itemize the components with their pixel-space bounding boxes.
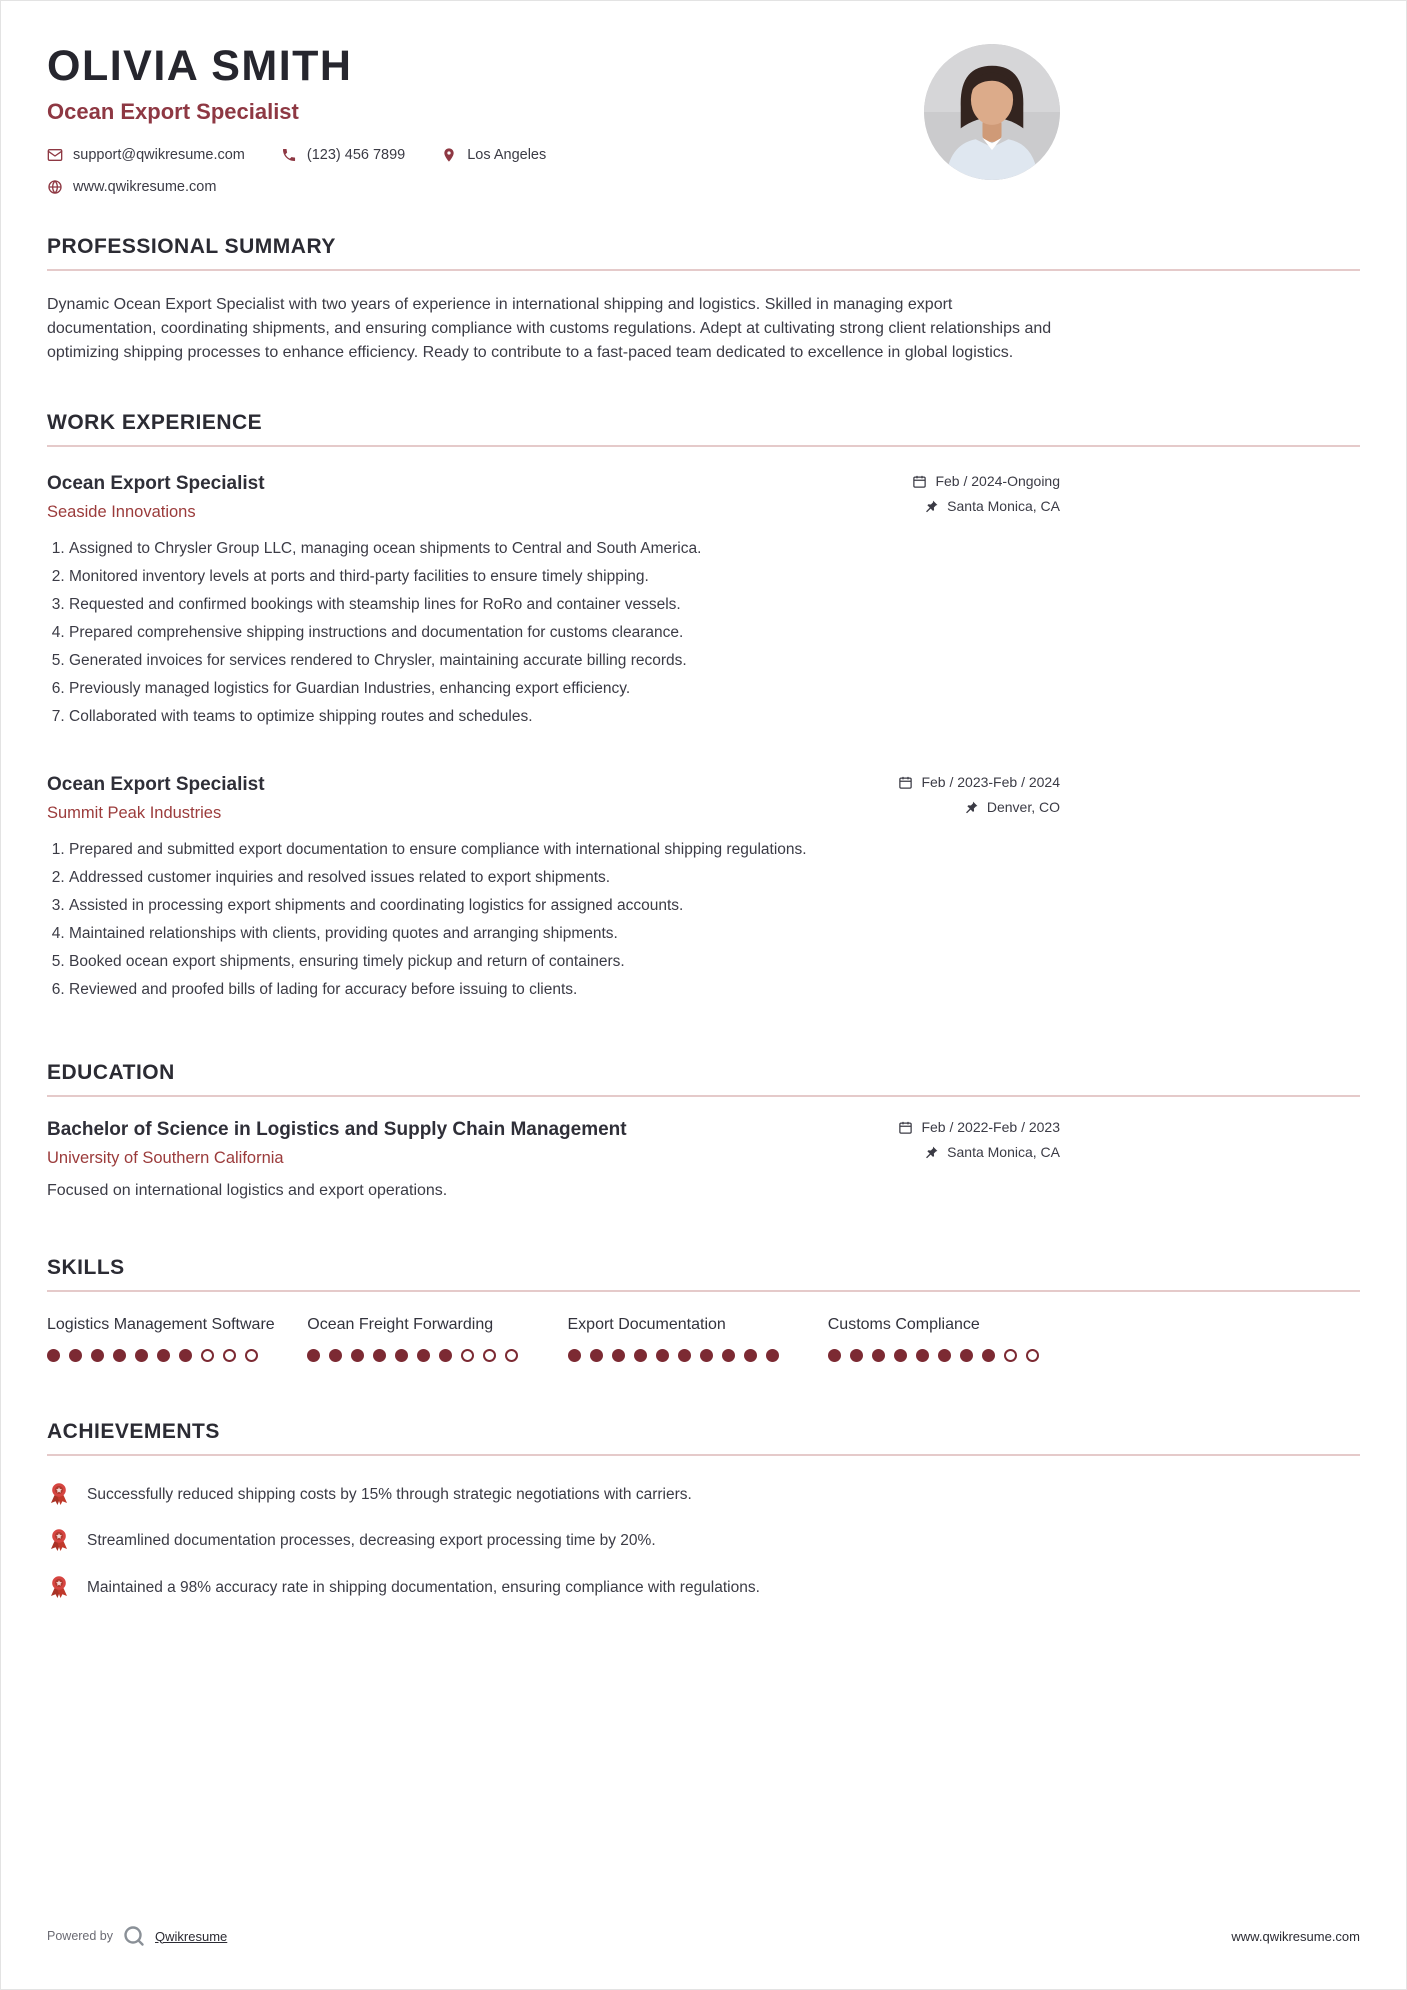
- skill-dot: [483, 1349, 496, 1362]
- contact-website-text: www.qwikresume.com: [73, 179, 217, 195]
- skill-dot: [634, 1349, 647, 1362]
- resume-header: [47, 42, 1360, 195]
- qwikresume-link[interactable]: Qwikresume: [155, 1928, 228, 1944]
- skill-dot: [766, 1349, 779, 1362]
- skill-dot: [245, 1349, 258, 1362]
- skill-dot: [179, 1349, 192, 1362]
- calendar-icon: [898, 1120, 913, 1135]
- skill-item: [568, 1314, 800, 1362]
- skill-item: [828, 1314, 1060, 1362]
- skill-name: Logistics Management Software: [47, 1316, 275, 1333]
- contact-email: [47, 147, 245, 163]
- experience-bullet: 4. Maintained relationships with clients, providing quotes and arranging shipments.: [69, 923, 1060, 945]
- job-bullet-list: [47, 839, 1060, 1001]
- skill-dot: [329, 1349, 342, 1362]
- skill-name: Ocean Freight Forwarding: [307, 1316, 494, 1333]
- job-dates: [912, 473, 1060, 489]
- skill-dot: [568, 1349, 581, 1362]
- skill-dot: [223, 1349, 236, 1362]
- skill-dot: [850, 1349, 863, 1362]
- experience-bullet: 2. Addressed customer inquiries and resolved issues related to export shipments.: [69, 867, 1060, 889]
- section-education: [47, 1061, 1360, 1200]
- skill-rating: [47, 1349, 279, 1362]
- section-work-experience: [47, 411, 1360, 1001]
- globe-icon: [47, 179, 63, 195]
- envelope-icon: [47, 147, 63, 163]
- skill-dot: [828, 1349, 841, 1362]
- achievement-item: [47, 1528, 1060, 1552]
- education-note: Focused on international logistics and export operations.: [47, 1182, 448, 1199]
- experience-bullet: 3. Assisted in processing export shipments and coordinating logistics for assigned accounts.: [69, 895, 1060, 917]
- skill-dot: [201, 1349, 214, 1362]
- candidate-name: OLIVIA SMITH: [47, 42, 353, 90]
- skill-dot: [916, 1349, 929, 1362]
- skill-dot: [439, 1349, 452, 1362]
- skills-heading: SKILLS: [47, 1256, 1360, 1292]
- job-company: Seaside Innovations: [47, 503, 196, 521]
- skill-dot: [700, 1349, 713, 1362]
- contact-location-text: Los Angeles: [467, 147, 547, 163]
- powered-by-label: Powered by: [47, 1929, 114, 1943]
- education-entry: [47, 1119, 1060, 1200]
- push-pin-icon: [964, 800, 979, 815]
- skill-dot: [656, 1349, 669, 1362]
- skill-rating: [828, 1349, 1060, 1362]
- contact-phone-text: (123) 456 7899: [306, 147, 406, 163]
- experience-bullet: 1. Assigned to Chrysler Group LLC, managing ocean shipments to Central and South America.: [69, 538, 1060, 560]
- achievement-text: Streamlined documentation processes, decreasing export processing time by 20%.: [87, 1532, 656, 1550]
- calendar-icon: [912, 474, 927, 489]
- experience-bullet: 1. Prepared and submitted export documentation to ensure compliance with international shipping regulations.: [69, 839, 1060, 861]
- contact-row-2: [47, 179, 1360, 195]
- skill-dot: [1004, 1349, 1017, 1362]
- section-skills: [47, 1256, 1360, 1362]
- push-pin-icon: [924, 1145, 939, 1160]
- job-location: [964, 799, 1060, 815]
- skill-item: [307, 1314, 539, 1362]
- contact-website: [47, 179, 216, 195]
- job-location-text: Denver, CO: [986, 799, 1060, 815]
- summary-heading: PROFESSIONAL SUMMARY: [47, 235, 1360, 271]
- skill-dot: [135, 1349, 148, 1362]
- job-bullet-list: [47, 538, 1060, 728]
- skill-dot: [91, 1349, 104, 1362]
- job-dates-text: Feb / 2024-Ongoing: [935, 473, 1060, 489]
- achievements-heading: ACHIEVEMENTS: [47, 1420, 1360, 1456]
- experience-bullet: 6. Reviewed and proofed bills of lading for accuracy before issuing to clients.: [69, 979, 1060, 1001]
- skill-dot: [590, 1349, 603, 1362]
- experience-entry-1: [47, 473, 1060, 728]
- experience-bullet: 2. Monitored inventory levels at ports and third-party facilities to ensure timely shipping.: [69, 566, 1060, 588]
- skill-dot: [307, 1349, 320, 1362]
- map-pin-icon: [441, 147, 457, 163]
- skill-dot: [157, 1349, 170, 1362]
- experience-bullet: 7. Collaborated with teams to optimize shipping routes and schedules.: [69, 706, 1060, 728]
- skill-dot: [1026, 1349, 1039, 1362]
- skill-name: Export Documentation: [567, 1316, 726, 1333]
- education-heading: EDUCATION: [47, 1061, 1360, 1097]
- job-dates: [898, 774, 1060, 790]
- skill-dot: [47, 1349, 60, 1362]
- skill-dot: [461, 1349, 474, 1362]
- skill-item: [47, 1314, 279, 1362]
- candidate-title: Ocean Export Specialist: [47, 99, 299, 124]
- page-footer: [47, 1924, 1360, 1948]
- profile-photo: [924, 44, 1060, 180]
- skill-dot: [373, 1349, 386, 1362]
- skill-dot: [395, 1349, 408, 1362]
- job-title: Ocean Export Specialist: [47, 473, 265, 494]
- achievement-text: Successfully reduced shipping costs by 15% through strategic negotiations with carriers.: [87, 1485, 692, 1503]
- skill-dot: [69, 1349, 82, 1362]
- achievement-item: [47, 1482, 1060, 1506]
- skill-name: Customs Compliance: [827, 1316, 980, 1333]
- skill-dot: [938, 1349, 951, 1362]
- education-dates-text: Feb / 2022-Feb / 2023: [921, 1119, 1060, 1135]
- contact-email-text: support@qwikresume.com: [73, 147, 245, 163]
- job-location-text: Santa Monica, CA: [947, 498, 1060, 514]
- job-company: Summit Peak Industries: [47, 804, 222, 822]
- skill-dot: [744, 1349, 757, 1362]
- skills-grid: [47, 1314, 1060, 1362]
- job-location: [924, 498, 1060, 514]
- contact-phone: [281, 147, 405, 163]
- skill-dot: [872, 1349, 885, 1362]
- avatar-illustration: [924, 44, 1060, 180]
- contact-location: [441, 147, 546, 163]
- experience-bullet: 5. Booked ocean export shipments, ensuring timely pickup and return of containers.: [69, 951, 1060, 973]
- summary-text: Dynamic Ocean Export Specialist with two years of experience in international shipping and logistics. Skilled in managing export documentation, coordinating shipments, and ensuring compliance with customs regulations. Adept at cultivating strong client relationships and optimizing shipping processes to enhance efficiency. Ready to contribute to a fast-paced team dedicated to excellence in global logistics.: [47, 296, 1052, 361]
- award-ribbon-icon: [47, 1528, 71, 1552]
- achievement-item: [47, 1575, 1060, 1599]
- calendar-icon: [898, 775, 913, 790]
- skill-dot: [894, 1349, 907, 1362]
- section-achievements: [47, 1420, 1360, 1599]
- contact-row-1: [47, 147, 1360, 163]
- education-dates: [898, 1119, 1060, 1135]
- push-pin-icon: [924, 499, 939, 514]
- degree-title: Bachelor of Science in Logistics and Supply Chain Management: [47, 1119, 627, 1140]
- skill-dot: [612, 1349, 625, 1362]
- skill-dot: [113, 1349, 126, 1362]
- experience-bullet: 5. Generated invoices for services rendered to Chrysler, maintaining accurate billing records.: [69, 650, 1060, 672]
- skill-dot: [505, 1349, 518, 1362]
- skill-dot: [982, 1349, 995, 1362]
- skill-dot: [351, 1349, 364, 1362]
- achievement-text: Maintained a 98% accuracy rate in shipping documentation, ensuring compliance with regulations.: [87, 1578, 760, 1596]
- skill-dot: [960, 1349, 973, 1362]
- job-dates-text: Feb / 2023-Feb / 2024: [921, 774, 1060, 790]
- experience-bullet: 3. Requested and confirmed bookings with steamship lines for RoRo and container vessels.: [69, 594, 1060, 616]
- experience-entry-2: [47, 774, 1060, 1001]
- footer-website: www.qwikresume.com: [1231, 1928, 1360, 1944]
- work-experience-heading: WORK EXPERIENCE: [47, 411, 1360, 447]
- skill-dot: [678, 1349, 691, 1362]
- education-location-text: Santa Monica, CA: [947, 1144, 1060, 1160]
- award-ribbon-icon: [47, 1575, 71, 1599]
- skill-dot: [417, 1349, 430, 1362]
- skill-rating: [568, 1349, 800, 1362]
- education-location: [924, 1144, 1060, 1160]
- experience-bullet: 4. Prepared comprehensive shipping instructions and documentation for customs clearance.: [69, 622, 1060, 644]
- skill-dot: [722, 1349, 735, 1362]
- phone-icon: [281, 147, 297, 163]
- skill-rating: [307, 1349, 539, 1362]
- experience-bullet: 6. Previously managed logistics for Guardian Industries, enhancing export efficiency.: [69, 678, 1060, 700]
- job-title: Ocean Export Specialist: [47, 774, 265, 795]
- section-professional-summary: [47, 235, 1360, 365]
- school-name: University of Southern California: [47, 1149, 284, 1167]
- qwikresume-logo-icon: [122, 1924, 146, 1948]
- award-ribbon-icon: [47, 1482, 71, 1506]
